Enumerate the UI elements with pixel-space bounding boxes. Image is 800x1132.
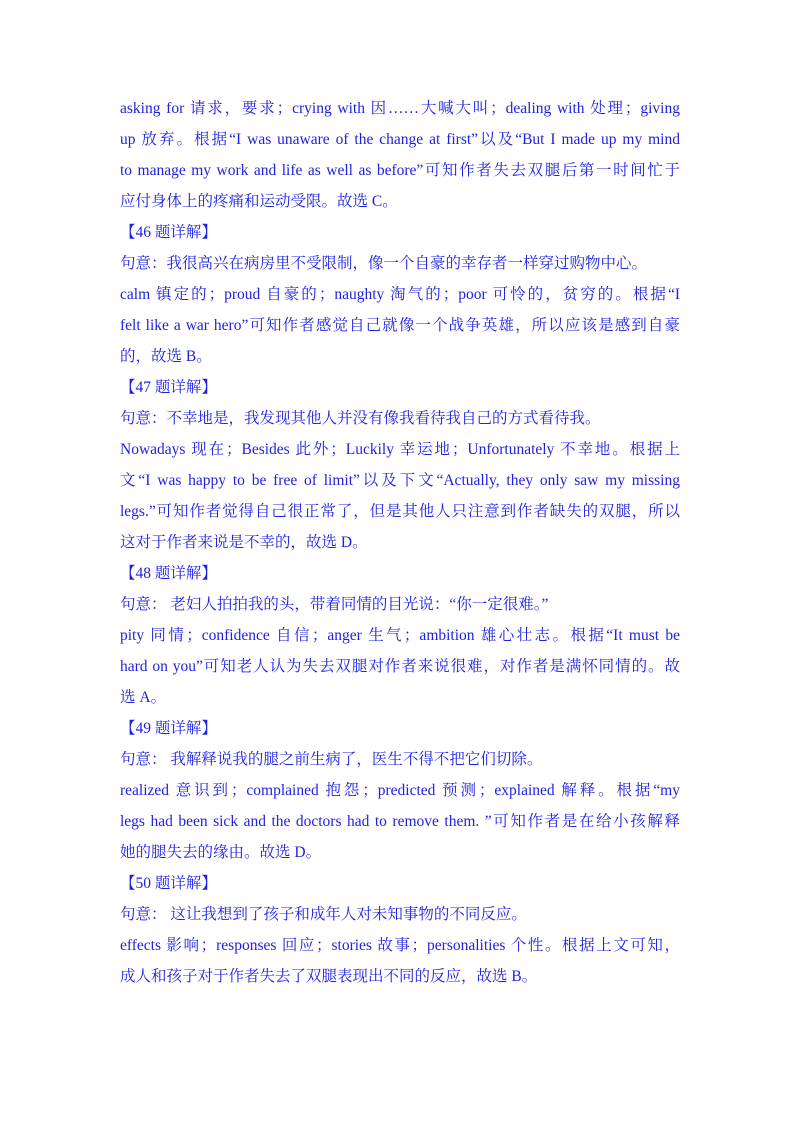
section-heading-47: 【47 题详解】 [120,379,217,396]
text-line: hard on you”可知老人认为失去双腿对作者来说很难，对作者是满怀同情的。故 [120,658,680,675]
text-line: legs had been sick and the doctors had to remove them. ”可知作者是在给小孩解释 [120,813,680,830]
text-line: 文“I was happy to be free of limit”以及下文“Actually, they only saw my missing [120,472,680,489]
text-line: 她的腿失去的缘由。故选 D。 [120,844,322,861]
text-line: 句意：不幸地是，我发现其他人并没有像我看待我自己的方式看待我。 [120,410,601,427]
text-line: asking for 请求，要求；crying with 因……大喊大叫；dealing with 处理；giving [120,100,680,117]
text-line: 这对于作者来说是不幸的，故选 D。 [120,534,368,551]
text-line: 句意： 我解释说我的腿之前生病了，医生不得不把它们切除。 [120,751,543,768]
text-line: felt like a war hero”可知作者感觉自己就像一个战争英雄，所以应该是感到自豪 [120,317,680,334]
text-line: up 放弃。根据“I was unaware of the change at first”以及“But I made up my mind [120,131,680,148]
text-line: Nowadays 现在；Besides 此外；Luckily 幸运地；Unfortunately 不幸地。根据上 [120,441,680,458]
text-line: 选 A。 [120,689,167,706]
text-line: calm 镇定的；proud 自豪的；naughty 淘气的；poor 可怜的，贫穷的。根据“I [120,286,680,303]
text-line: realized 意识到；complained 抱怨；predicted 预测；explained 解释。根据“my [120,782,680,799]
text-line: 句意： 老妇人拍拍我的头，带着同情的目光说：“你一定很难。” [120,596,549,613]
text-line: 成人和孩子对于作者失去了双腿表现出不同的反应，故选 B。 [120,968,538,985]
text-line: effects 影响；responses 回应；stories 故事；personalities 个性。根据上文可知， [120,937,680,954]
section-heading-49: 【49 题详解】 [120,720,217,737]
text-line: pity 同情；confidence 自信；anger 生气；ambition 雄心壮志。根据“It must be [120,627,680,644]
section-heading-50: 【50 题详解】 [120,875,217,892]
text-line: 的，故选 B。 [120,348,212,365]
section-heading-48: 【48 题详解】 [120,565,217,582]
text-line: 应付身体上的疼痛和运动受限。故选 C。 [120,193,398,210]
text-line: 句意： 这让我想到了孩子和成年人对未知事物的不同反应。 [120,906,527,923]
section-heading-46: 【46 题详解】 [120,224,217,241]
text-line: to manage my work and life as well as before”可知作者失去双腿后第一时间忙于 [120,162,680,179]
text-line: 句意：我很高兴在病房里不受限制，像一个自豪的幸存者一样穿过购物中心。 [120,255,648,272]
explanation-text [120,93,680,992]
text-line: legs.”可知作者觉得自己很正常了，但是其他人只注意到作者缺失的双腿，所以 [120,503,680,520]
